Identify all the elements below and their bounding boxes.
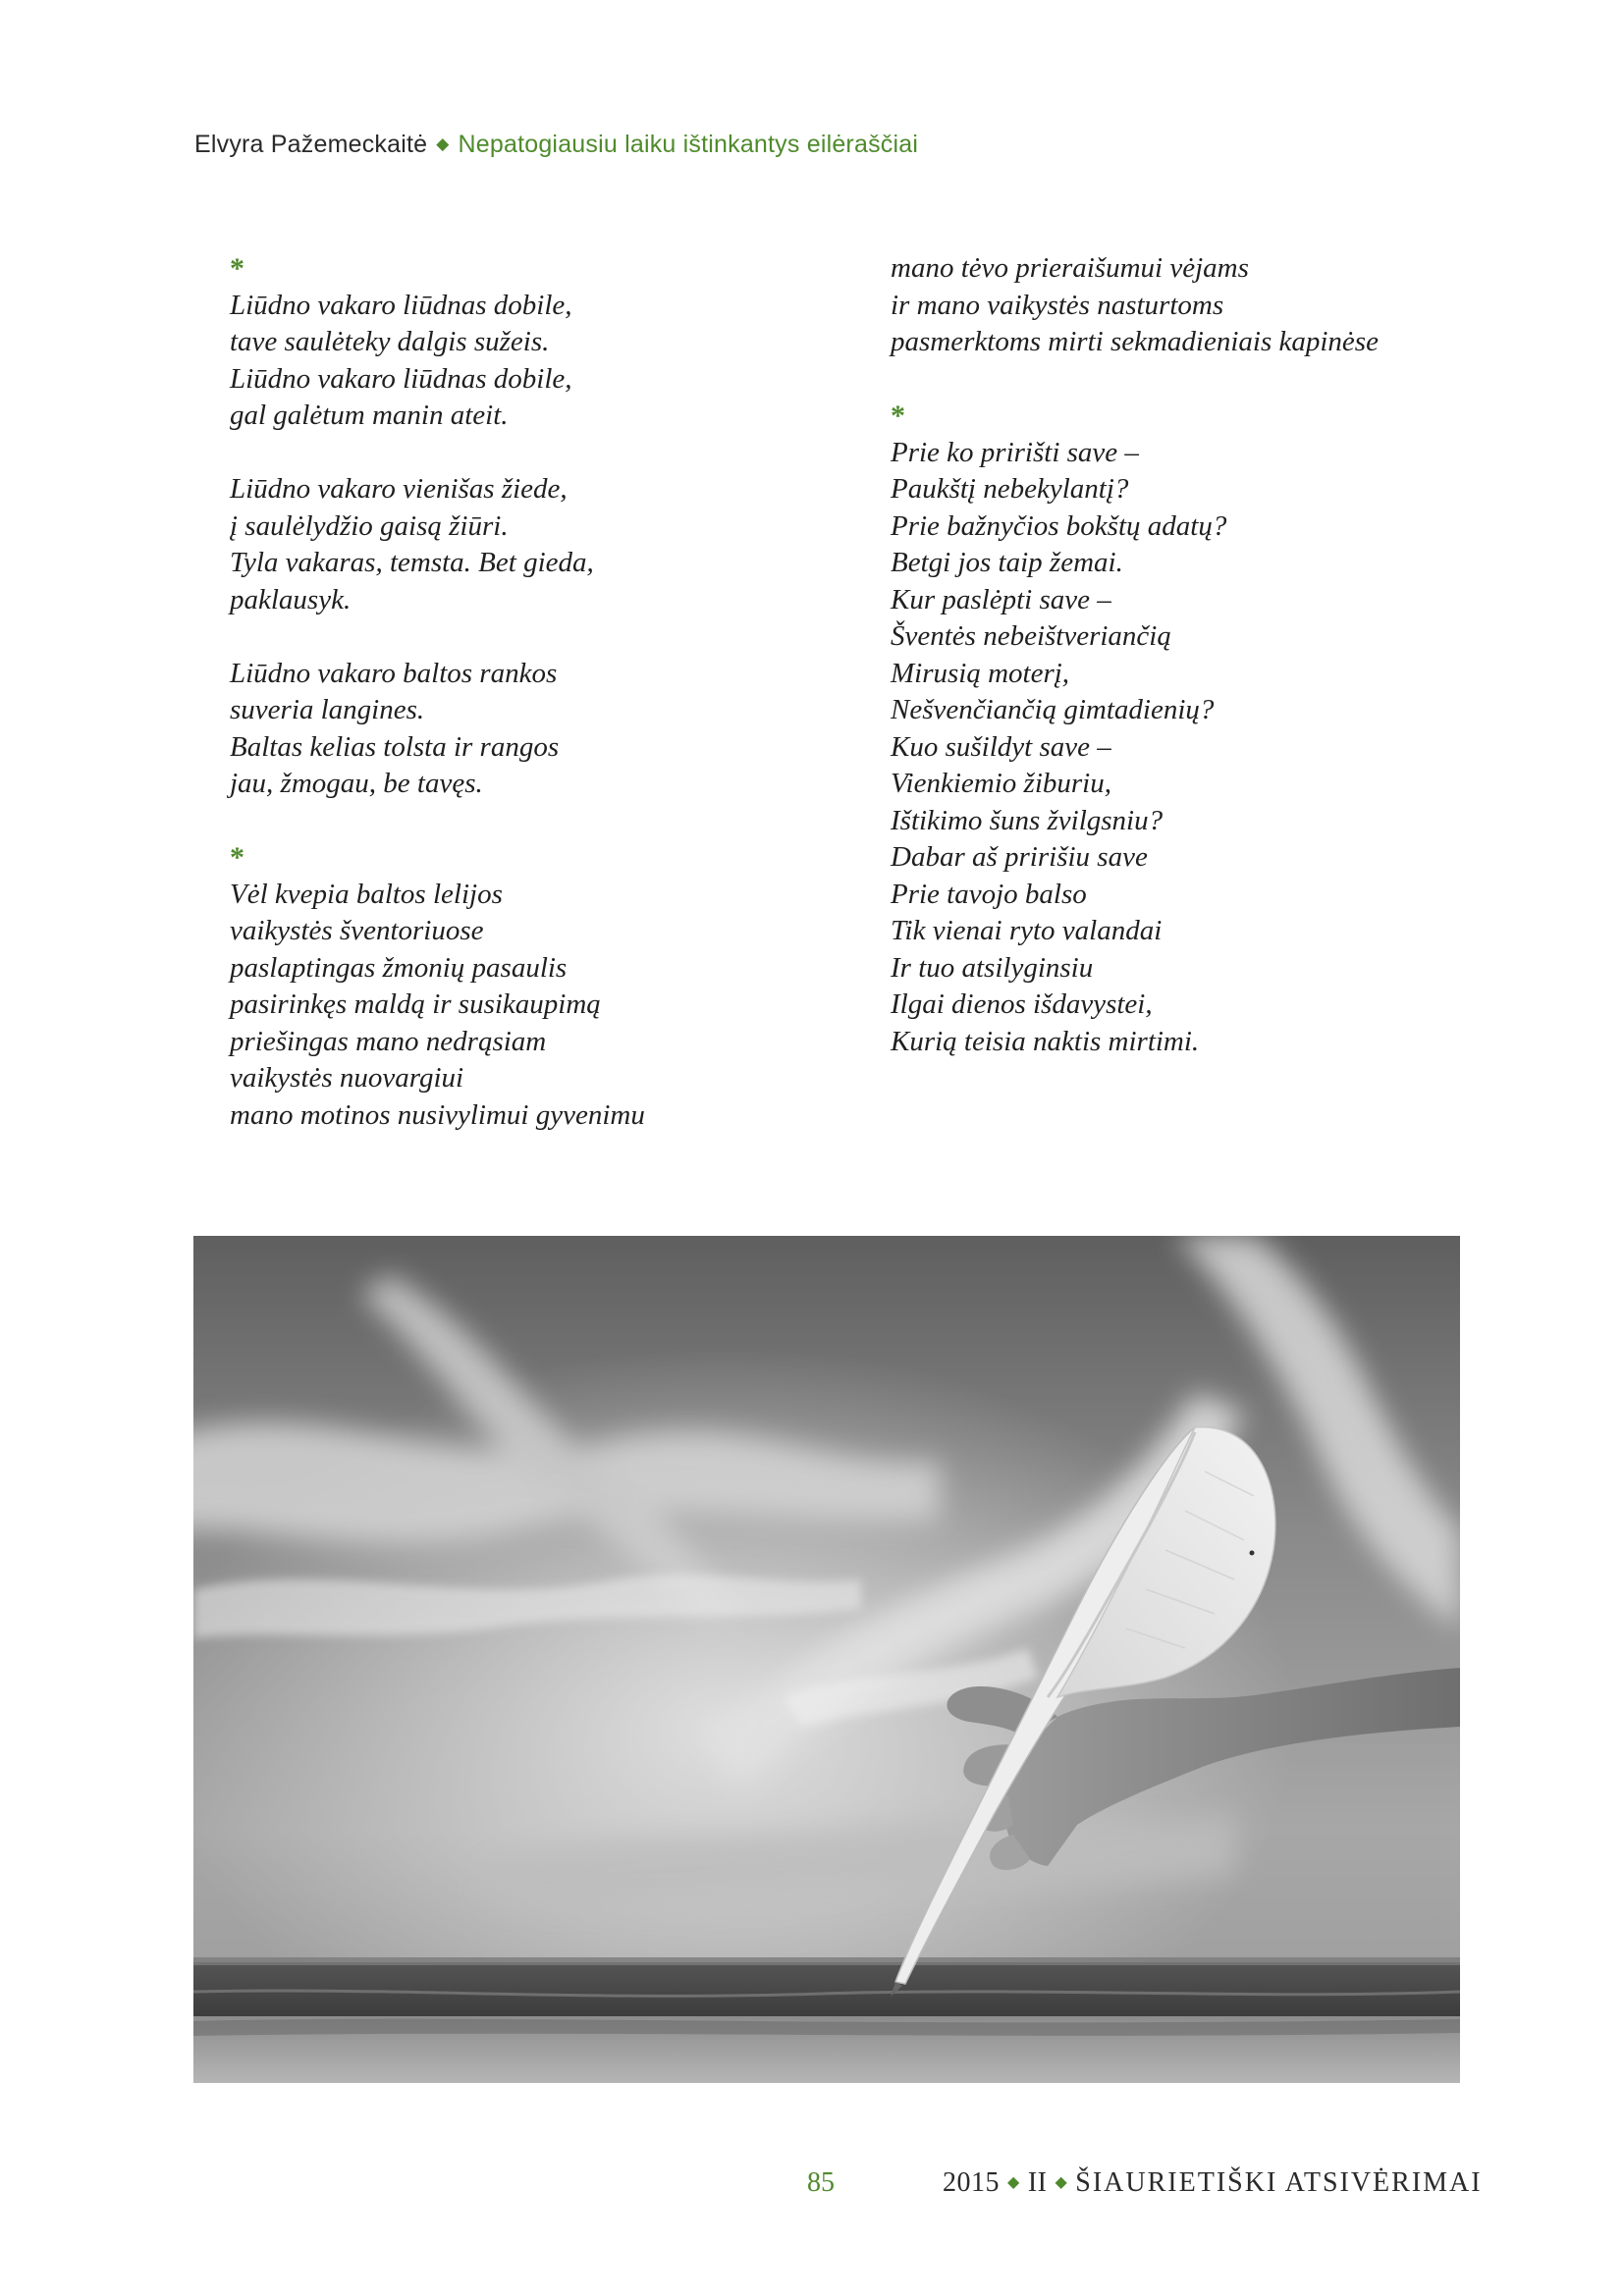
sky-and-quill-illustration — [193, 1236, 1460, 2083]
poem-2-part-1 — [230, 877, 691, 1135]
poem-marker-asterisk-icon: * — [230, 841, 244, 874]
poem-line: tave saulėteky dalgis sužeis. — [230, 326, 550, 357]
poem-line: Liūdno vakaro baltos rankos — [230, 657, 558, 689]
poem-line: Tyla vakaras, temsta. Bet gieda, — [230, 547, 594, 578]
poem-2-part-2 — [891, 250, 1440, 361]
poem-line: priešingas mano nedrąsiam — [230, 1025, 547, 1057]
poem-line: Šventės nebeištveriančią — [891, 620, 1171, 652]
running-head — [194, 131, 918, 159]
poem-line: į saulėlydžio gaisą žiūri. — [230, 509, 509, 542]
poem-line: Dabar aš pririšiu save — [891, 841, 1148, 873]
poem-line: Nešvenčiančią gimtadienių? — [891, 694, 1215, 725]
poem-line: Kurią teisia naktis mirtimi. — [891, 1025, 1200, 1057]
book-title: Nepatogiausiu laiku ištinkantys eilėraščiai — [458, 131, 919, 158]
journal-issue: II — [1027, 2167, 1048, 2198]
poem-line: Ilgai dienos išdavystei, — [891, 988, 1153, 1020]
sky-sea-photo — [193, 1236, 1460, 2083]
poem-line: Vienkiemio žiburiu, — [891, 768, 1111, 799]
poem-line: gal galėtum manin ateit. — [230, 400, 509, 431]
poem-line: Prie ko pririšti save – — [891, 436, 1139, 468]
diamond-icon: ◆ — [436, 134, 450, 153]
poem-line: Liūdno vakaro liūdnas dobile, — [230, 289, 572, 321]
journal-title: ŠIAURIETIŠKI ATSIVĖRIMAI — [1075, 2167, 1483, 2198]
poem-line: pasirinkęs maldą ir susikaupimą — [230, 988, 601, 1020]
journal-year: 2015 — [943, 2167, 1000, 2198]
poem-line: paslaptingas žmonių pasaulis — [230, 951, 568, 984]
poem-line: jau, žmogau, be tavęs. — [230, 768, 483, 799]
right-column — [891, 250, 1440, 1060]
poem-line: Kur paslėpti save – — [891, 583, 1111, 615]
poem-1-stanza-1 — [230, 288, 691, 435]
poem-line: Betgi jos taip žemai. — [891, 547, 1123, 578]
left-column — [230, 250, 691, 1134]
poem-line: vaikystės šventoriuose — [230, 915, 484, 946]
poem-line: Tik vienai ryto valandai — [891, 915, 1163, 946]
diamond-icon: ◆ — [1007, 2174, 1020, 2191]
diamond-icon: ◆ — [1055, 2174, 1068, 2191]
poem-line: paklausyk. — [230, 583, 352, 615]
poem-1-stanza-2 — [230, 471, 691, 618]
poem-1-stanza-3 — [230, 656, 691, 803]
journal-footer — [943, 2167, 1483, 2199]
poem-line: ir mano vaikystės nasturtoms — [891, 289, 1224, 321]
poem-line: Kuo sušildyt save – — [891, 730, 1111, 763]
poem-1 — [230, 288, 691, 803]
poem-line: Baltas kelias tolsta ir rangos — [230, 730, 560, 763]
poem-3 — [891, 435, 1440, 1061]
poem-line: suveria langines. — [230, 694, 425, 725]
poem-line: Ištikimo šuns žvilgsniu? — [891, 804, 1164, 836]
page-number: 85 — [807, 2167, 835, 2198]
poem-line: Prie tavojo balso — [891, 878, 1087, 910]
poem-marker-asterisk-icon: * — [891, 400, 905, 432]
poem-line: mano motinos nusivylimui gyvenimu — [230, 1098, 645, 1131]
poem-line: pasmerktoms mirti sekmadieniais kapinėse — [891, 326, 1379, 357]
poem-line: Prie bažnyčios bokštų adatų? — [891, 509, 1227, 542]
poem-line: mano tėvo prieraišumui vėjams — [891, 252, 1249, 284]
author-name: Elvyra Pažemeckaitė — [194, 131, 428, 158]
poem-line: Ir tuo atsilyginsiu — [891, 951, 1094, 984]
poem-line: vaikystės nuovargiui — [230, 1062, 464, 1094]
poem-line: Liūdno vakaro liūdnas dobile, — [230, 362, 572, 395]
poem-line: Vėl kvepia baltos lelijos — [230, 878, 503, 910]
poem-marker-asterisk-icon: * — [230, 252, 244, 285]
poem-line: Mirusią moterį, — [891, 657, 1070, 689]
poem-line: Liūdno vakaro vienišas žiede, — [230, 473, 568, 505]
poem-line: Paukštį nebekylantį? — [891, 473, 1129, 505]
